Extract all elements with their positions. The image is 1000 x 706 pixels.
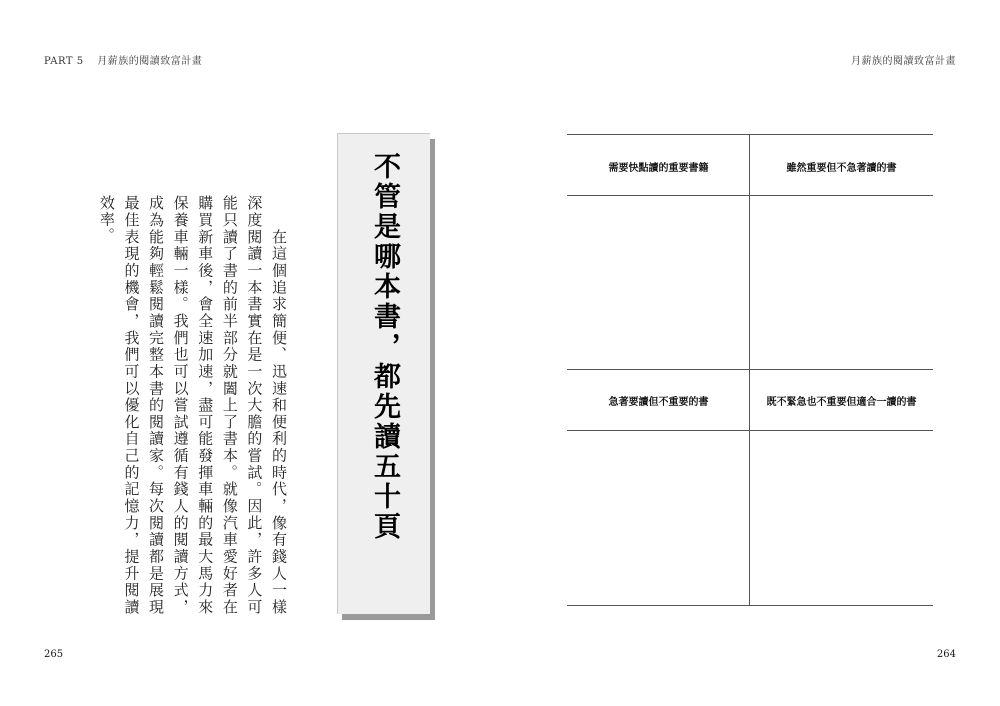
running-header-left [44, 52, 202, 67]
body-paragraph: 在這個追求簡便、迅速和便利的時代，像有錢人一樣深度閱讀一本書實在是一次大膽的嘗試。因此，許多人可能只讀了書的前半部分就闔上了書本。就像汽車愛好者在購買新車後，會全速加速，盡可能發揮車輛的最大馬力來保養車輛一樣。我們也可以嘗試遵循有錢人的閱讀方式，成為能夠輕鬆閱讀完整本書的閱讀家。每次閱讀都是展現最佳表現的機會，我們可以優化自己的記憶力，提升閱讀效率。 [97, 195, 288, 615]
matrix-middle-border [567, 369, 933, 370]
quadrant-label-top-left: 需要快點讀的重要書籍 [608, 163, 709, 174]
matrix-bottom-border [567, 605, 933, 606]
quadrant-label-bottom-right: 既不緊急也不重要但適合一讀的書 [766, 397, 917, 408]
page-number-right: 264 [936, 649, 956, 660]
matrix-header-divider-bottom [567, 430, 933, 431]
title-box [337, 133, 430, 614]
matrix-header-divider-top [567, 195, 933, 196]
running-header-right: 月薪族的閱讀致富計畫 [851, 56, 956, 67]
page-number-left: 265 [44, 649, 64, 660]
chapter-title-left: 月薪族的閱讀致富計畫 [97, 56, 203, 67]
part-label: PART 5 [44, 56, 84, 67]
priority-matrix [567, 134, 933, 606]
section-title: 不管是哪本書，都先讀五十頁 [369, 152, 400, 542]
quadrant-label-bottom-left: 急著要讀但不重要的書 [608, 397, 709, 408]
matrix-top-border [567, 134, 933, 135]
quadrant-label-top-right: 雖然重要但不急著讀的書 [786, 163, 897, 174]
